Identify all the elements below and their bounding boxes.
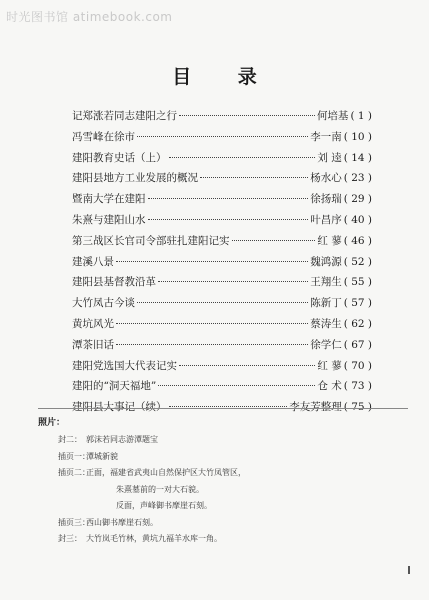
plate-text: 反面，声峰御书摩崖石刻。 <box>116 501 212 510</box>
toc-entry-author: 徐扬瑞 <box>310 193 342 206</box>
toc-entry-page: ( 62 ) <box>343 317 372 330</box>
plate-label: 封二： <box>58 435 82 444</box>
dot-leader <box>232 240 316 241</box>
plate-entry <box>58 449 388 466</box>
toc-entry-title: 朱熹与建阳山水 <box>72 213 146 226</box>
toc-entry-title: 建阳县大事记（续） <box>72 401 167 414</box>
toc-entry <box>72 293 372 314</box>
toc-entry <box>72 106 372 127</box>
plate-label: 插页三： <box>58 517 90 527</box>
photos-heading: 照片： <box>38 418 66 428</box>
toc-entry-title: 黄坑风光 <box>72 317 114 330</box>
toc-entry-page: ( 75 ) <box>343 401 372 414</box>
dot-leader <box>158 281 308 282</box>
toc-entry-page: ( 1 ) <box>350 110 372 122</box>
toc-entry <box>72 335 372 356</box>
page-edge-mark <box>408 566 410 574</box>
toc-entry <box>72 272 372 293</box>
plate-label: 插页一： <box>58 451 90 461</box>
toc-entry <box>72 252 372 273</box>
watermark-text: 时光图书馆 atimebook.com <box>6 10 173 24</box>
dot-leader <box>179 115 315 116</box>
plates-list <box>58 432 388 548</box>
toc-entry-author: 刘 逵 <box>317 151 342 164</box>
toc-entry-author: 仓 术 <box>317 380 342 393</box>
toc-entry-title: 暨南大学在建阳 <box>72 193 146 206</box>
toc-entry-title: 建阳的“洞天福地” <box>72 380 157 393</box>
toc-entry <box>72 356 372 377</box>
plate-text: 朱熹墓前的一对大石貌。 <box>116 484 204 494</box>
toc-entry <box>72 210 372 231</box>
dot-leader <box>200 177 308 178</box>
plate-text: 正面，福建省武夷山自然保护区大竹凤管区， <box>86 468 246 477</box>
toc-entry <box>72 189 372 210</box>
dot-leader <box>116 344 308 345</box>
plate-text: 西山御书摩崖石刻。 <box>86 517 158 527</box>
toc-entry-page: ( 10 ) <box>343 130 372 143</box>
plate-text: 潭城新貌 <box>86 451 118 461</box>
toc-entry <box>72 376 372 397</box>
toc-entry-author: 陈新丁 <box>310 297 342 310</box>
toc-entry-page: ( 67 ) <box>343 338 372 351</box>
toc-entry-author: 何培基 <box>316 110 349 122</box>
toc-entry-title: 建阳教育史话（上） <box>72 151 167 164</box>
toc-entry-author: 魏鸿源 <box>310 255 342 268</box>
dot-leader <box>169 406 288 407</box>
toc-entry-title: 大竹凤古今谈 <box>72 297 135 310</box>
dot-leader <box>116 261 308 262</box>
plate-entry <box>58 482 388 499</box>
toc-entry <box>72 231 372 252</box>
toc-entry <box>72 127 372 148</box>
dot-leader <box>158 385 315 386</box>
toc-entry-page: ( 73 ) <box>343 380 372 393</box>
toc-entry-page: ( 23 ) <box>343 172 372 185</box>
plate-text: 大竹岚毛竹林，黄坑九福羊水库一角。 <box>86 534 222 543</box>
plate-entry <box>58 465 388 482</box>
toc-entry-page: ( 70 ) <box>343 359 372 372</box>
toc-entry-page: ( 40 ) <box>343 213 372 226</box>
dot-leader <box>116 323 308 324</box>
toc-entry-title: 冯雪峰在徐市 <box>72 130 135 143</box>
toc-entry-author: 李一南 <box>310 130 342 143</box>
plate-entry <box>58 432 388 449</box>
toc-entry-author: 叶昌序 <box>310 213 342 226</box>
plate-label: 封三： <box>58 534 82 543</box>
dot-leader <box>148 219 309 220</box>
toc-entry-title: 建阳县地方工业发展的概况 <box>72 172 198 185</box>
dot-leader <box>179 365 315 366</box>
toc-entry <box>72 314 372 335</box>
plate-entry <box>58 515 388 532</box>
toc-entry-page: ( 57 ) <box>343 297 372 310</box>
toc-entry-title: 第三战区长官司令部驻扎建阳记实 <box>72 234 230 247</box>
toc-entry-title: 潭茶旧话 <box>72 338 114 351</box>
table-of-contents <box>72 106 372 418</box>
toc-entry-author: 李友芳整理 <box>289 401 342 414</box>
divider <box>38 408 408 409</box>
toc-entry-title: 建阳县基督教沿革 <box>72 276 156 289</box>
toc-entry-page: ( 52 ) <box>343 255 372 268</box>
toc-entry-page: ( 46 ) <box>343 234 372 247</box>
toc-entry-author: 徐学仁 <box>310 338 342 351</box>
toc-entry-title: 记郑涨若同志建阳之行 <box>72 110 177 122</box>
toc-entry <box>72 148 372 169</box>
toc-entry-page: ( 29 ) <box>343 193 372 206</box>
dot-leader <box>137 302 308 303</box>
toc-entry-page: ( 55 ) <box>343 276 372 289</box>
toc-entry-page: ( 14 ) <box>343 151 372 164</box>
toc-entry-author: 红 蓼 <box>317 234 342 247</box>
dot-leader <box>169 157 316 158</box>
toc-entry-author: 杨水心 <box>310 172 342 185</box>
plate-label: 插页二： <box>58 468 90 477</box>
dot-leader <box>137 136 308 137</box>
toc-entry-author: 王翔生 <box>310 276 342 289</box>
page-title: 目 录 <box>172 66 277 88</box>
dot-leader <box>148 198 309 199</box>
toc-entry-title: 建阳党选国大代表记实 <box>72 359 177 372</box>
toc-entry-author: 蔡涛生 <box>310 317 342 330</box>
toc-entry-author: 红 蓼 <box>317 359 342 372</box>
toc-entry-title: 建溪八景 <box>72 255 114 268</box>
plate-entry <box>58 498 388 515</box>
plate-entry <box>58 531 388 548</box>
plate-text: 郭沫若同志游潭题宝 <box>86 435 158 444</box>
toc-entry <box>72 168 372 189</box>
